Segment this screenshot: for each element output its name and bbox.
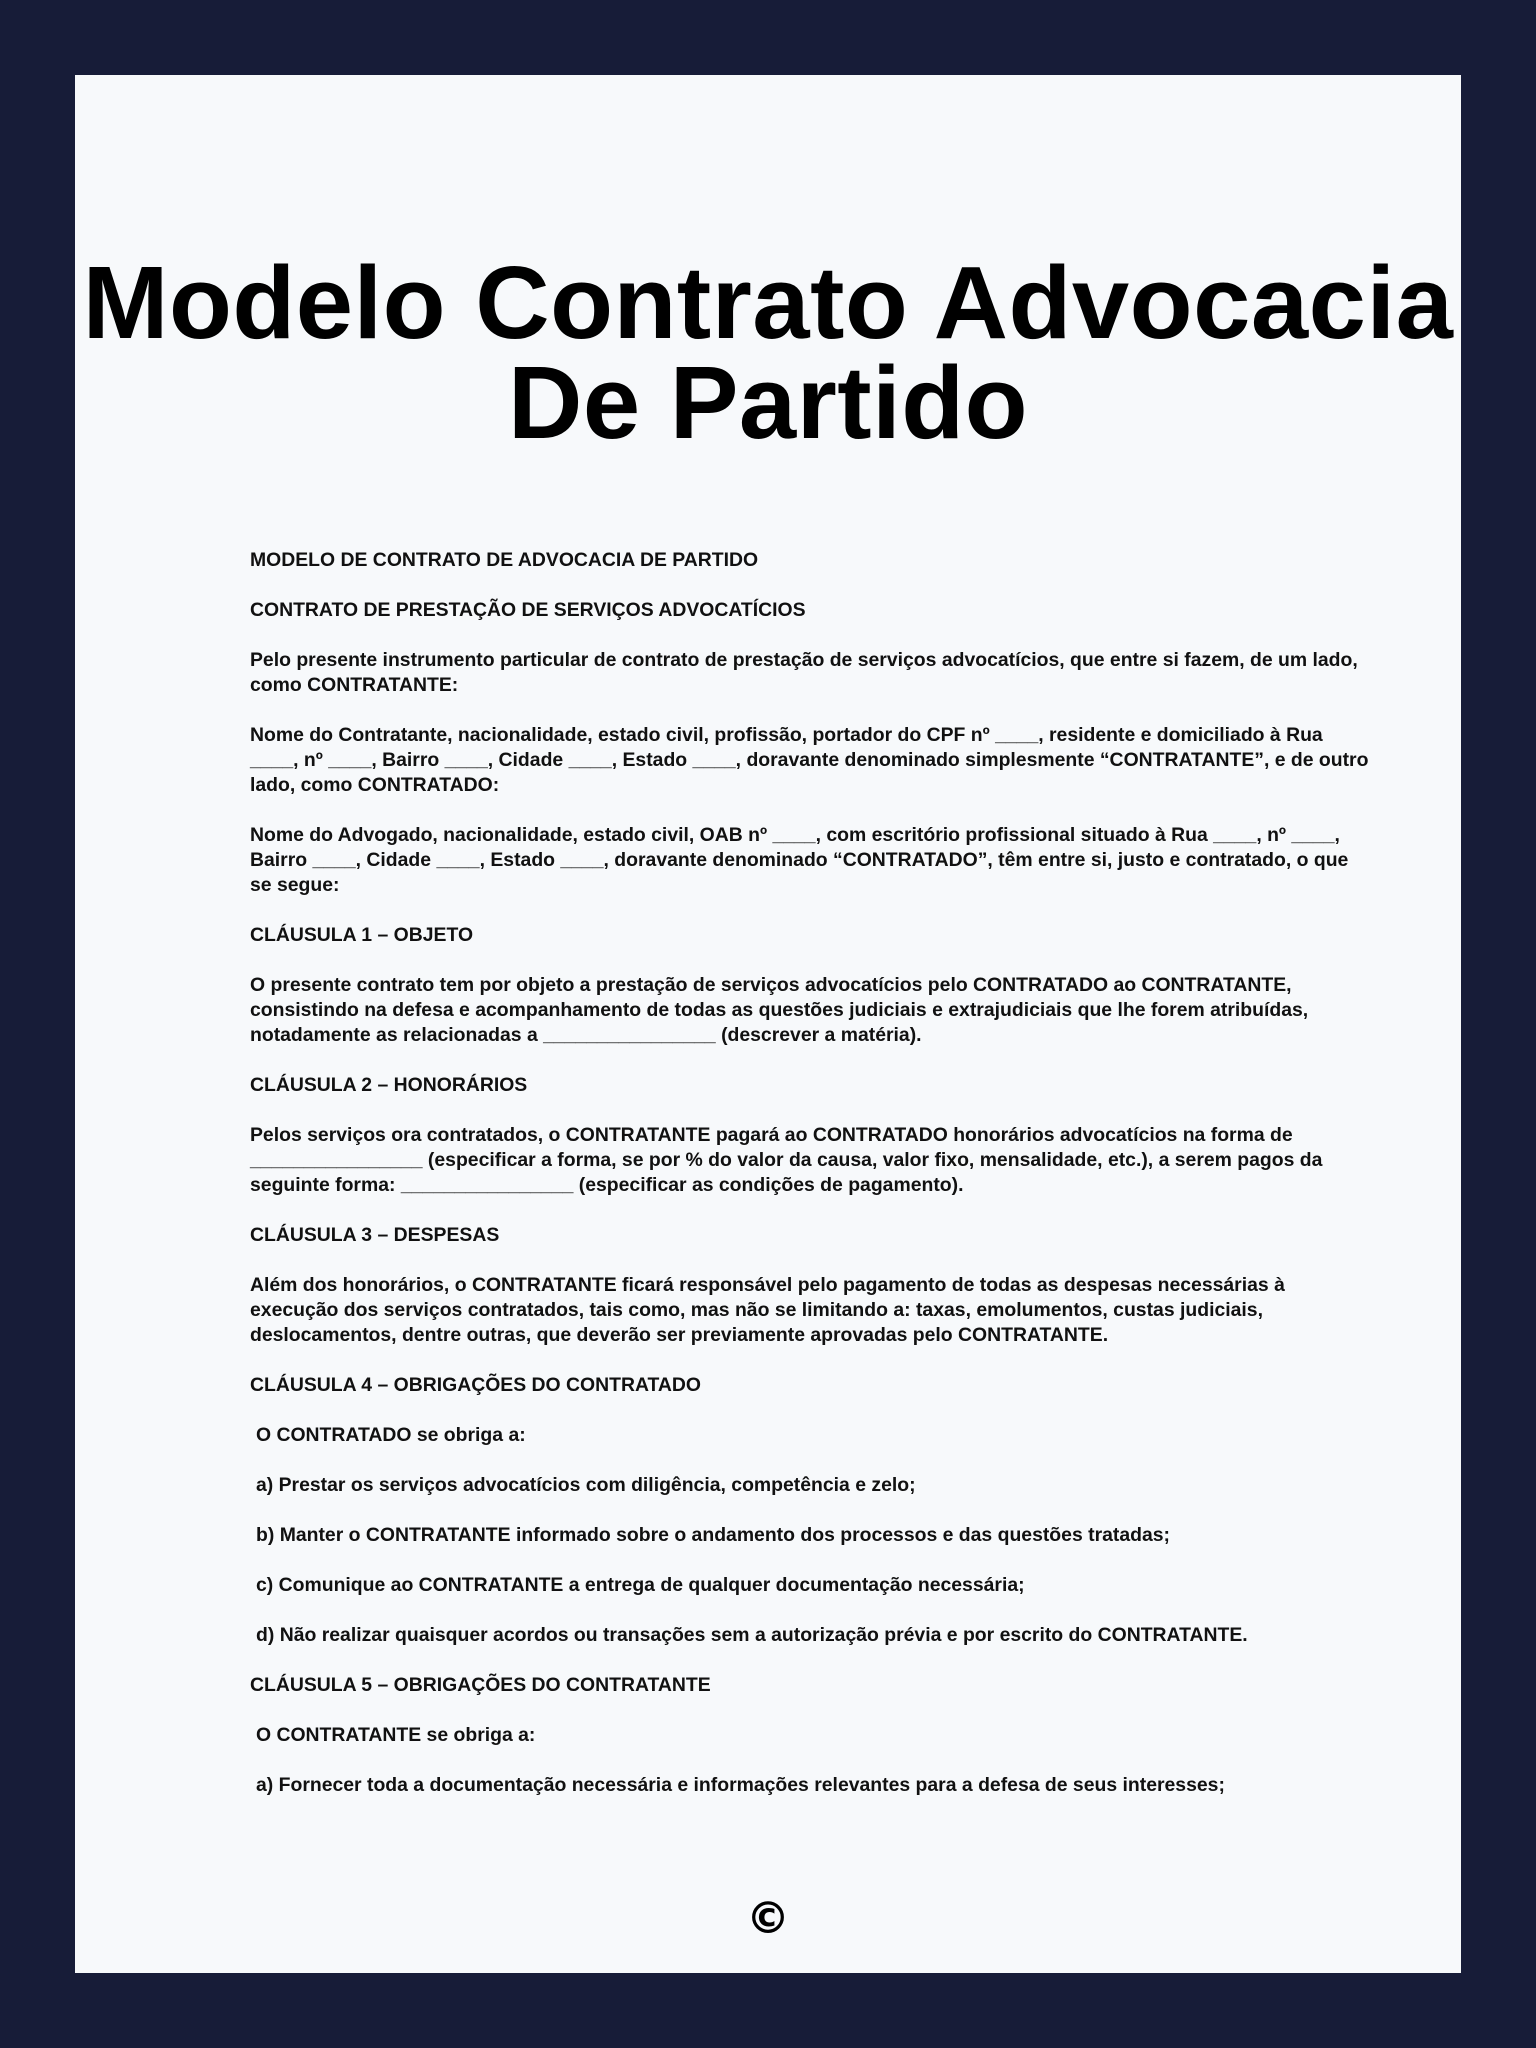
contratado-paragraph: Nome do Advogado, nacionalidade, estado civil, OAB nº ____, com escritório profissional situado à Rua ____, nº ____, Bairro ____, Cidade ____, Estado ____, doravante denominado “CONTRATADO”, têm entre si, justo e contratado, o que se segue:: [250, 824, 1349, 896]
clause-4-intro: O CONTRATADO se obriga a:: [256, 1424, 526, 1446]
title-line-2: De Partido: [507, 345, 1029, 460]
clause-1-text: O presente contrato tem por objeto a prestação de serviços advocatícios pelo CONTRATADO ao CONTRATANTE, consistindo na defesa e acompanhamento de todas as questões judiciais e extrajudiciais que lhe forem atribuídas, notadamente as relacionadas a ________________ (descrever a matéria).: [250, 974, 1309, 1046]
clause-3-text: Além dos honorários, o CONTRATANTE ficará responsável pelo pagamento de todas as despesas necessárias à execução dos serviços contratados, tais como, mas não se limitando a: taxas, emolumentos, custas judiciais, deslocamentos, dentre outras, que deverão ser previamente aprovadas pelo CONTRATANTE.: [250, 1274, 1285, 1346]
clause-1-heading: CLÁUSULA 1 – OBJETO: [250, 924, 474, 946]
copyright-icon: ©: [746, 1893, 790, 1944]
intro-paragraph: Pelo presente instrumento particular de contrato de prestação de serviços advocatícios, que entre si fazem, de um lado, como CONTRATANTE:: [250, 649, 1358, 696]
clause-5-intro: O CONTRATANTE se obriga a:: [256, 1724, 536, 1746]
clause-4-heading: CLÁUSULA 4 – OBRIGAÇÕES DO CONTRATADO: [250, 1374, 702, 1396]
clause-4-item-b: b) Manter o CONTRATANTE informado sobre o andamento dos processos e das questões tratadas;: [256, 1524, 1171, 1546]
clause-4-item-a: a) Prestar os serviços advocatícios com diligência, competência e zelo;: [256, 1474, 916, 1496]
contratante-paragraph: Nome do Contratante, nacionalidade, estado civil, profissão, portador do CPF nº ____, residente e domiciliado à Rua ____, nº ____, Bairro ____, Cidade ____, Estado ____, doravante denominado simplesmente “CONTRATANTE”, e de outro lado, como CONTRATADO:: [250, 724, 1369, 796]
clause-4-item-d: d) Não realizar quaisquer acordos ou transações sem a autorização prévia e por escrito do CONTRATANTE.: [256, 1624, 1248, 1646]
document-page: [75, 75, 1461, 1973]
contract-heading: MODELO DE CONTRATO DE ADVOCACIA DE PARTIDO: [250, 549, 759, 571]
page-title: [75, 245, 1461, 460]
clause-4-item-c: c) Comunique ao CONTRATANTE a entrega de qualquer documentação necessária;: [256, 1574, 1025, 1596]
clause-2-text: Pelos serviços ora contratados, o CONTRATANTE pagará ao CONTRATADO honorários advocatícios na forma de ________________ (especificar a forma, se por % do valor da causa, valor fixo, mensalidade, etc.), a serem pagos da seguinte forma: ________________ (especificar as condições de pagamento).: [250, 1124, 1323, 1196]
contract-body: [250, 548, 1370, 1823]
clause-2-heading: CLÁUSULA 2 – HONORÁRIOS: [250, 1074, 528, 1096]
title-line-1: Modelo Contrato Advocacia: [82, 245, 1454, 360]
clause-5-item-a: a) Fornecer toda a documentação necessária e informações relevantes para a defesa de seus interesses;: [256, 1774, 1225, 1796]
clause-3-heading: CLÁUSULA 3 – DESPESAS: [250, 1224, 500, 1246]
contract-subheading: CONTRATO DE PRESTAÇÃO DE SERVIÇOS ADVOCATÍCIOS: [250, 599, 806, 621]
clause-5-heading: CLÁUSULA 5 – OBRIGAÇÕES DO CONTRATANTE: [250, 1674, 711, 1696]
